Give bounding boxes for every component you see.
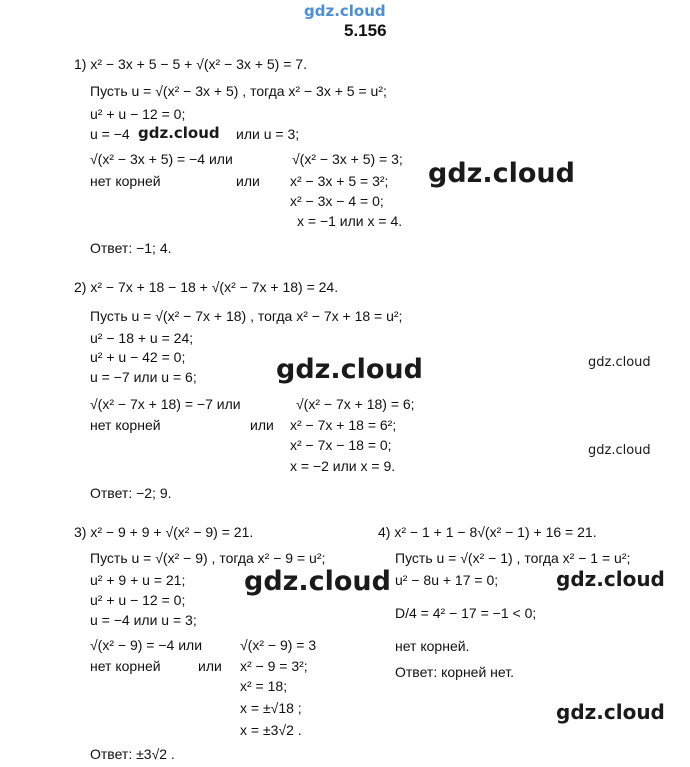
- p2-u-roots: u = −7 или u = 6;: [90, 369, 197, 385]
- p1-quadratic: u² + u − 12 = 0;: [90, 106, 186, 122]
- p3-x-squared: x² = 18;: [240, 678, 288, 694]
- p1-answer: Ответ: −1; 4.: [90, 240, 172, 256]
- p3-square: x² − 9 = 3²;: [240, 658, 308, 674]
- p1-square: x² − 3x + 5 = 3²;: [290, 173, 389, 189]
- p4-quadratic: u² − 8u + 17 = 0;: [395, 572, 499, 588]
- watermark-large-3: gdz.cloud: [244, 566, 391, 597]
- p1-no-roots: нет корней: [90, 173, 161, 189]
- p3-no-roots: нет корней: [90, 658, 161, 674]
- p3-or: или: [198, 658, 222, 674]
- p4-discriminant: D/4 = 4² − 17 = −1 < 0;: [395, 605, 537, 621]
- p2-equation: 2) x² − 7x + 18 − 18 + √(x² − 7x + 18) = 24.: [74, 279, 339, 295]
- p4-answer: Ответ: корней нет.: [395, 664, 514, 680]
- p3-eq1: u² + 9 + u = 21;: [90, 572, 186, 588]
- p4-no-roots: нет корней.: [395, 638, 470, 654]
- p2-roots: x = −2 или x = 9.: [290, 458, 396, 474]
- p1-u-root1: u = −4: [90, 126, 130, 142]
- p2-substitution: Пусть u = √(x² − 7x + 18) , тогда x² − 7x + 18 = u²;: [90, 308, 403, 324]
- watermark-large-2: gdz.cloud: [276, 354, 423, 385]
- p1-u-root2: или u = 3;: [236, 126, 300, 142]
- watermark-top: gdz.cloud: [304, 2, 386, 20]
- watermark-small-2: gdz.cloud: [588, 443, 651, 458]
- p3-quadratic: u² + u − 12 = 0;: [90, 592, 186, 608]
- p2-eq2: x² − 7x − 18 = 0;: [290, 437, 392, 453]
- p2-no-roots: нет корней: [90, 417, 161, 433]
- p4-substitution: Пусть u = √(x² − 1) , тогда x² − 1 = u²;: [395, 550, 631, 566]
- p2-answer: Ответ: −2; 9.: [90, 485, 172, 501]
- p3-equation: 3) x² − 9 + 9 + √(x² − 9) = 21.: [74, 524, 254, 540]
- p1-or: или: [236, 173, 260, 189]
- p2-case1: √(x² − 7x + 18) = −7 или: [90, 396, 241, 412]
- p1-case1: √(x² − 3x + 5) = −4 или: [90, 151, 233, 167]
- p3-x-3root2: x = ±3√2 .: [240, 722, 302, 738]
- p1-roots: x = −1 или x = 4.: [297, 213, 403, 229]
- watermark-inline-1: gdz.cloud: [138, 124, 220, 142]
- p3-case2: √(x² − 9) = 3: [240, 637, 317, 653]
- p2-quadratic: u² + u − 42 = 0;: [90, 349, 186, 365]
- watermark-small-1: gdz.cloud: [588, 355, 651, 370]
- p4-equation: 4) x² − 1 + 1 − 8√(x² − 1) + 16 = 21.: [378, 524, 597, 540]
- watermark-medium-2: gdz.cloud: [556, 700, 665, 724]
- p1-case2: √(x² − 3x + 5) = 3;: [292, 151, 403, 167]
- p2-square: x² − 7x + 18 = 6²;: [290, 417, 397, 433]
- p1-equation: 1) x² − 3x + 5 − 5 + √(x² − 3x + 5) = 7.: [74, 56, 307, 72]
- watermark-large-1: gdz.cloud: [428, 158, 575, 189]
- p3-u-roots: u = −4 или u = 3;: [90, 612, 197, 628]
- p1-eq2: x² − 3x − 4 = 0;: [290, 193, 384, 209]
- p3-case1: √(x² − 9) = −4 или: [90, 637, 203, 653]
- watermark-medium-1: gdz.cloud: [556, 567, 665, 591]
- p3-x-root18: x = ±√18 ;: [240, 700, 302, 716]
- p1-substitution: Пусть u = √(x² − 3x + 5) , тогда x² − 3x + 5 = u²;: [90, 83, 387, 99]
- p3-substitution: Пусть u = √(x² − 9) , тогда x² − 9 = u²;: [90, 550, 326, 566]
- p2-or: или: [250, 417, 274, 433]
- p2-case2: √(x² − 7x + 18) = 6;: [296, 396, 415, 412]
- p3-answer: Ответ: ±3√2 .: [90, 746, 175, 762]
- p2-eq1: u² − 18 + u = 24;: [90, 330, 194, 346]
- problem-number: 5.156: [344, 21, 387, 40]
